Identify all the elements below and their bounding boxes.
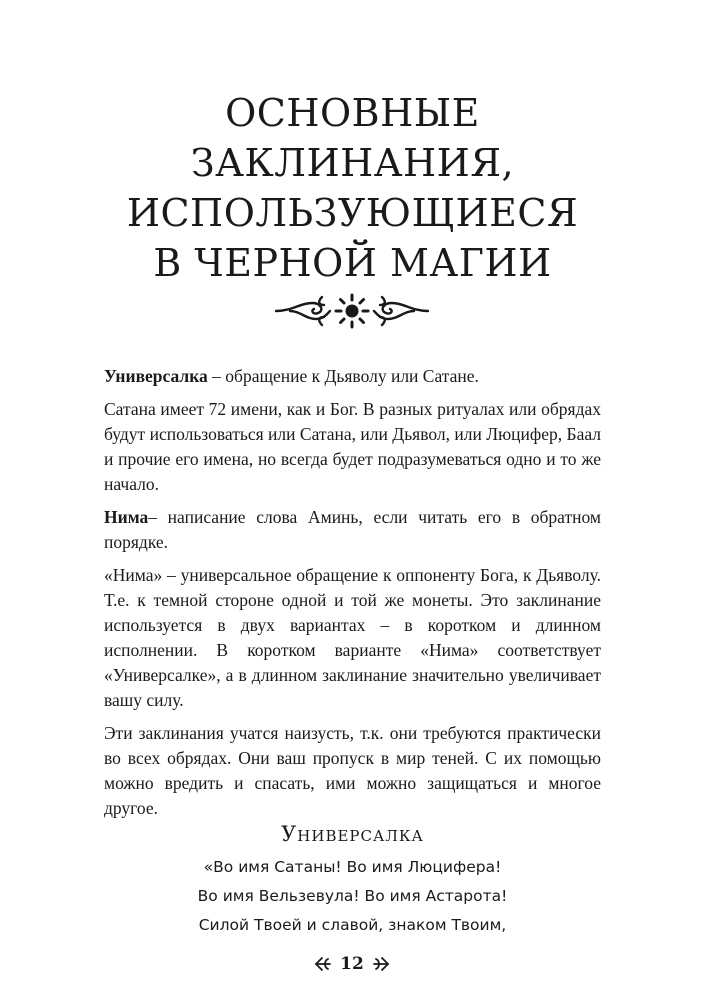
chapter-title-line: ИСПОЛЬЗУЮЩИЕСЯ [126,191,579,235]
paragraph-text: – обращение к Дьяволу или Сатане. [207,366,479,386]
term-bold: Универсалка [104,366,208,386]
paragraph: «Нима» – универсальное обращение к оппоненту Бога, к Дьяволу. Т.е. к темной стороне одной и той же монеты. Это заклинание используется в двух вариантах – в коротком и длинном исполнении. В коротком варианте «Нима» соответствует «Универсалке», а в длинном заклинание значительно увеличивает вашу силу. [104,565,601,710]
paragraph: Сатана имеет 72 имени, как и Бог. В разных ритуалах или обрядах будут использоваться или Сатана, или Дьявол, или Люцифер, Баал и прочие его имена, но всегда будет подразумеваться одно и то же начало. [104,399,601,494]
chapter-title [100,88,605,288]
page-number-text: 12 [340,954,364,974]
sun-flourish-ornament [272,291,432,331]
spell-line: «Во имя Сатаны! Во имя Люцифера! [203,858,502,876]
spell-line: Силой Твоей и славой, знаком Твоим, [198,916,507,934]
paragraph [104,505,601,555]
paragraph-text: – написание слова Аминь, если читать его в обратном порядке. [104,507,601,552]
spell-line: Во имя Вельзевула! Во имя Астарота! [197,887,508,905]
chapter-title-line: В ЧЕРНОЙ МАГИИ [153,241,552,285]
paragraph [104,364,601,389]
paragraph: Эти заклинания учатся наизусть, т.к. они требуются практически во всех обрядах. Они ваш пропуск в мир теней. С их помощью можно вредить и спасать, ими можно защищаться и многое другое. [104,723,601,818]
term-bold: Нима [104,507,149,527]
ornamental-bracket-left-icon [312,956,332,972]
spell-heading: Универсалка [281,822,424,846]
chapter-title-line: ЗАКЛИНАНИЯ, [190,141,515,185]
chapter-title-line: ОСНОВНЫЕ [225,91,480,135]
body-text [104,364,601,829]
ornamental-bracket-right-icon [372,956,392,972]
page-number [302,950,402,978]
spell-text [130,853,575,940]
